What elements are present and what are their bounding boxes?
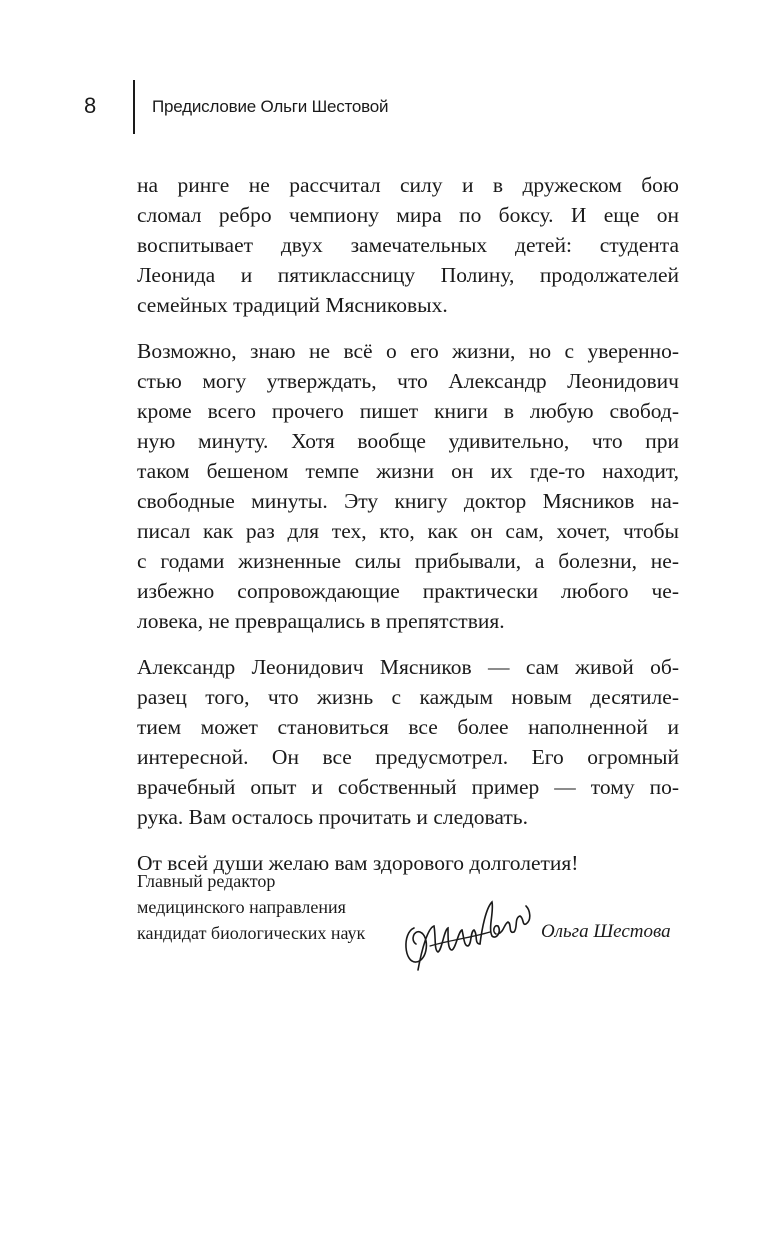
- paragraph-1: [137, 170, 679, 320]
- signatory-title-line: Главный редактор: [137, 871, 276, 891]
- text-line: Александр Леонидович Мясников — сам живой об-: [137, 655, 679, 679]
- text-line: кроме всего прочего пишет книги в любую свобод-: [137, 399, 679, 423]
- text-line: рука. Вам осталось прочитать и следовать.: [137, 805, 528, 829]
- running-head: Предисловие Ольги Шестовой: [152, 97, 389, 116]
- text-line: избежно сопровождающие практически любого че-: [137, 579, 679, 603]
- paragraph-3: [137, 652, 679, 832]
- text-line: семейных традиций Мясниковых.: [137, 293, 448, 317]
- signatory-title: [137, 868, 365, 946]
- text-line: ную минуту. Хотя вообще удивительно, что при: [137, 429, 679, 453]
- text-line: Леонида и пятиклассницу Полину, продолжателей: [137, 263, 679, 287]
- text-line: тием может становиться все более наполненной и: [137, 715, 679, 739]
- handwritten-signature: [400, 888, 540, 978]
- text-line: писал как раз для тех, кто, как он сам, хочет, чтобы: [137, 519, 679, 543]
- page-number: 8: [84, 93, 97, 118]
- text-line: сломал ребро чемпиону мира по боксу. И еще он: [137, 203, 679, 227]
- signatory-name: Ольга Шестова: [541, 921, 671, 942]
- text-line: ловека, не превращались в препятствия.: [137, 609, 505, 633]
- signatory-title-line: медицинского направления: [137, 897, 346, 917]
- text-line: воспитывает двух замечательных детей: студента: [137, 233, 679, 257]
- body-text: [137, 170, 679, 894]
- text-line: таком бешеном темпе жизни он их где-то находит,: [137, 459, 679, 483]
- text-line: с годами жизненные силы прибывали, а болезни, не-: [137, 549, 679, 573]
- text-line: Возможно, знаю не всё о его жизни, но с увереннo-: [137, 339, 679, 363]
- text-line: врачебный опыт и собственный пример — тому по-: [137, 775, 679, 799]
- signatory-title-line: кандидат биологических наук: [137, 923, 366, 943]
- text-line: на ринге не рассчитал силу и в дружеском бою: [137, 173, 679, 197]
- signature-block: [137, 868, 682, 988]
- text-line: От всей души желаю вам здорового долголетия!: [137, 851, 579, 875]
- text-line: свободные минуты. Эту книгу доктор Мясников на-: [137, 489, 679, 513]
- text-line: интересной. Он все предусмотрел. Его огромный: [137, 745, 679, 769]
- text-line: разец того, что жизнь с каждым новым десятиле-: [137, 685, 679, 709]
- page-header: [0, 0, 768, 140]
- text-line: стью могу утверждать, что Александр Леонидович: [137, 369, 679, 393]
- paragraph-2: [137, 336, 679, 636]
- header-divider: [133, 80, 135, 134]
